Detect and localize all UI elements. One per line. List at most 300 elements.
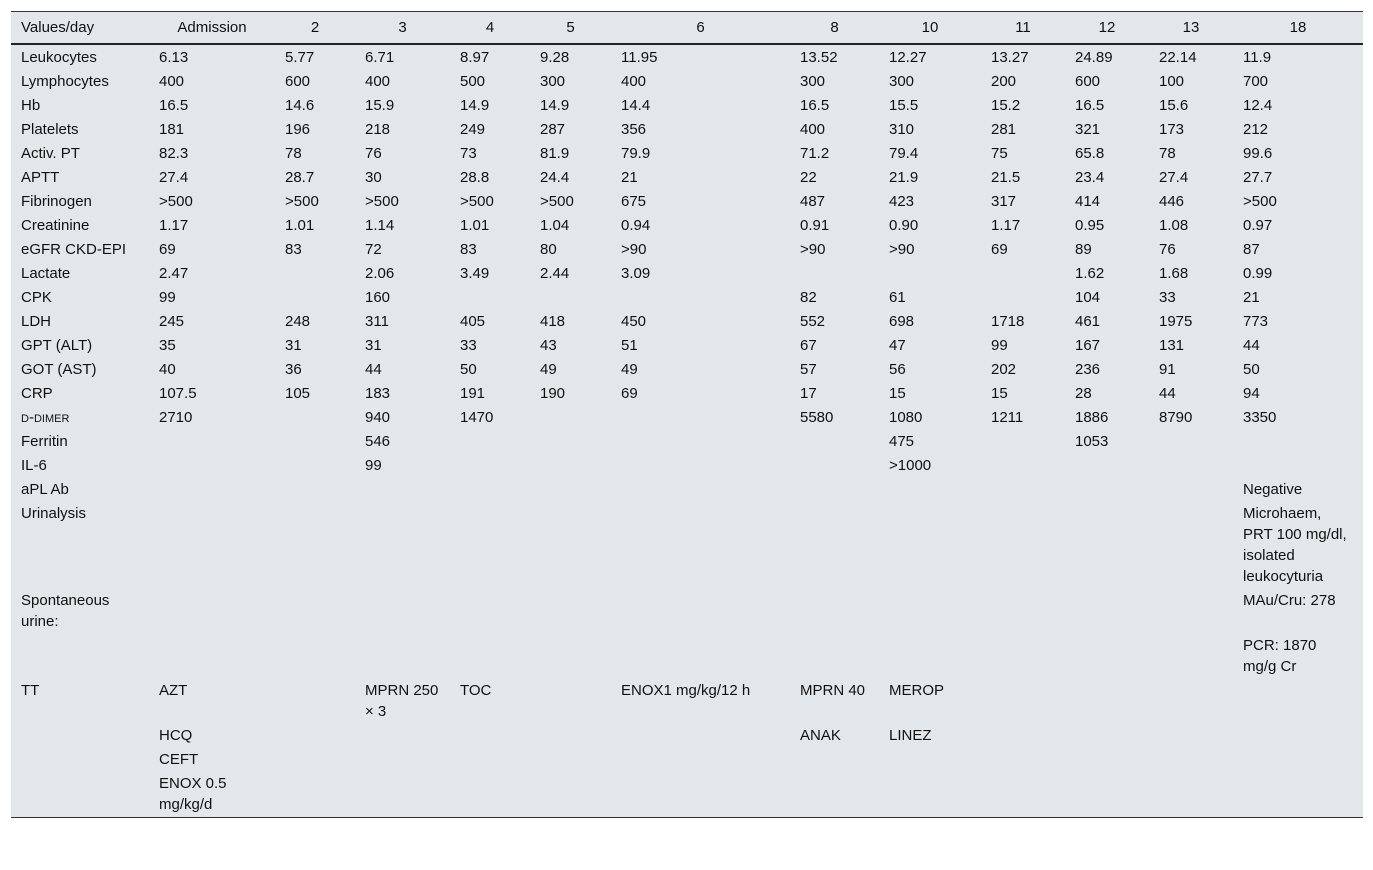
value-cell: 21 (621, 169, 638, 186)
value-cell: ENOX 0.5 mg/kg/d (159, 775, 227, 813)
value-cell: 400 (365, 73, 391, 90)
table-row (11, 166, 1363, 190)
value-cell: 87 (1243, 241, 1260, 258)
column-header-day: 8 (790, 12, 879, 44)
row-label-cell: Spontaneous urine: (21, 592, 110, 630)
value-cell: 16.5 (159, 97, 189, 114)
value-cell (149, 454, 275, 478)
value-cell (879, 262, 981, 286)
value-cell (879, 772, 981, 817)
table-row (11, 214, 1363, 238)
value-cell (450, 772, 530, 817)
value-cell (275, 589, 355, 634)
value-cell (530, 478, 611, 502)
table-row (11, 262, 1363, 286)
table-row (11, 724, 1363, 748)
value-cell: 27.4 (159, 169, 189, 186)
value-cell (981, 286, 1065, 310)
value-cell: >500 (285, 193, 319, 210)
value-cell: 94 (1243, 385, 1260, 402)
column-header-day: 12 (1065, 12, 1149, 44)
value-cell (879, 502, 981, 589)
value-cell: 23.4 (1075, 169, 1105, 186)
value-cell (879, 478, 981, 502)
value-cell: 21.5 (991, 169, 1021, 186)
value-cell: 248 (285, 313, 311, 330)
value-cell: >1000 (889, 457, 932, 474)
value-cell (530, 679, 611, 724)
value-cell: 107.5 (159, 385, 197, 402)
value-cell (611, 430, 790, 454)
value-cell: 1718 (991, 313, 1025, 330)
column-header-day: 3 (355, 12, 450, 44)
value-cell: MEROP (889, 682, 945, 699)
value-cell (275, 748, 355, 772)
value-cell: 40 (159, 361, 176, 378)
value-cell (355, 634, 450, 679)
value-cell (149, 502, 275, 589)
table-header-row (11, 12, 1363, 44)
row-label-cell: CPK (21, 289, 52, 306)
value-cell: 1.68 (1159, 265, 1189, 282)
value-cell (981, 679, 1065, 724)
value-cell: 82.3 (159, 145, 189, 162)
column-header-day: Admission (149, 12, 275, 44)
value-cell: 49 (540, 361, 557, 378)
value-cell: 49 (621, 361, 638, 378)
value-cell: 200 (991, 73, 1017, 90)
value-cell: 287 (540, 121, 566, 138)
value-cell: 56 (889, 361, 906, 378)
value-cell: 940 (365, 409, 391, 426)
table-row (11, 382, 1363, 406)
value-cell (1233, 748, 1363, 772)
column-header-day: 4 (450, 12, 530, 44)
value-cell (1065, 454, 1149, 478)
table-row (11, 478, 1363, 502)
value-cell (981, 262, 1065, 286)
value-cell: 1053 (1075, 433, 1109, 450)
table-row (11, 430, 1363, 454)
value-cell: ANAK (800, 727, 841, 744)
value-cell: 1886 (1075, 409, 1109, 426)
value-cell: >500 (1243, 193, 1277, 210)
value-cell: 78 (1159, 145, 1176, 162)
row-label-cell: Creatinine (21, 217, 90, 234)
value-cell (1149, 454, 1233, 478)
value-cell (1149, 772, 1233, 817)
value-cell (450, 430, 530, 454)
lab-values-table (11, 12, 1363, 817)
value-cell: >500 (159, 193, 193, 210)
row-label-cell: Leukocytes (21, 49, 97, 66)
value-cell: 212 (1243, 121, 1269, 138)
value-cell: 76 (365, 145, 382, 162)
value-cell (790, 454, 879, 478)
column-header-day: 13 (1149, 12, 1233, 44)
value-cell (530, 748, 611, 772)
value-cell (530, 502, 611, 589)
value-cell: 83 (285, 241, 302, 258)
value-cell (1233, 724, 1363, 748)
value-cell (149, 634, 275, 679)
value-cell (790, 262, 879, 286)
value-cell: 24.89 (1075, 49, 1113, 66)
value-cell: 475 (889, 433, 915, 450)
value-cell (1065, 748, 1149, 772)
value-cell (355, 748, 450, 772)
value-cell: 698 (889, 313, 915, 330)
value-cell: HCQ (159, 727, 193, 744)
value-cell: 89 (1075, 241, 1092, 258)
value-cell: 245 (159, 313, 185, 330)
value-cell: 300 (889, 73, 915, 90)
value-cell: 405 (460, 313, 486, 330)
value-cell (275, 724, 355, 748)
value-cell: 69 (159, 241, 176, 258)
value-cell (149, 589, 275, 634)
row-label-cell: d-dimer (21, 409, 70, 426)
value-cell (879, 748, 981, 772)
value-cell: 50 (460, 361, 477, 378)
value-cell: 12.4 (1243, 97, 1273, 114)
value-cell: 600 (285, 73, 311, 90)
table-row (11, 44, 1363, 70)
value-cell: 80 (540, 241, 557, 258)
value-cell (149, 430, 275, 454)
value-cell: 99 (159, 289, 176, 306)
value-cell: 321 (1075, 121, 1101, 138)
value-cell: 414 (1075, 193, 1101, 210)
value-cell: MPRN 40 (800, 682, 866, 699)
value-cell (275, 430, 355, 454)
row-label-cell: Urinalysis (21, 505, 87, 522)
value-cell: 1.04 (540, 217, 570, 234)
value-cell: 99.6 (1243, 145, 1273, 162)
value-cell: 91 (1159, 361, 1176, 378)
value-cell: 773 (1243, 313, 1269, 330)
value-cell (355, 502, 450, 589)
value-cell: 0.90 (889, 217, 919, 234)
value-cell: 71.2 (800, 145, 830, 162)
table-row (11, 634, 1363, 679)
value-cell: 400 (800, 121, 826, 138)
value-cell: 0.95 (1075, 217, 1105, 234)
value-cell (1065, 724, 1149, 748)
value-cell (1233, 679, 1363, 724)
value-cell: >500 (365, 193, 399, 210)
value-cell: 43 (540, 337, 557, 354)
value-cell: CEFT (159, 751, 199, 768)
value-cell (450, 748, 530, 772)
row-label-cell: Fibrinogen (21, 193, 92, 210)
value-cell: 76 (1159, 241, 1176, 258)
value-cell: 73 (460, 145, 477, 162)
value-cell (611, 772, 790, 817)
value-cell (981, 430, 1065, 454)
value-cell: 236 (1075, 361, 1101, 378)
value-cell: 22.14 (1159, 49, 1197, 66)
value-cell: 17 (800, 385, 817, 402)
value-cell: 21.9 (889, 169, 919, 186)
value-cell (611, 478, 790, 502)
table-row (11, 454, 1363, 478)
value-cell: 131 (1159, 337, 1185, 354)
value-cell: TOC (460, 682, 492, 699)
value-cell: 33 (460, 337, 477, 354)
value-cell: 22 (800, 169, 817, 186)
value-cell (1149, 589, 1233, 634)
value-cell (530, 589, 611, 634)
column-header-day: 18 (1233, 12, 1363, 44)
row-label-cell (11, 772, 149, 817)
value-cell: 83 (460, 241, 477, 258)
row-label-cell: Platelets (21, 121, 79, 138)
value-cell: MAu/Cru: 278 (1243, 592, 1336, 609)
value-cell: 317 (991, 193, 1017, 210)
value-cell (450, 286, 530, 310)
value-cell: 72 (365, 241, 382, 258)
value-cell (611, 406, 790, 430)
value-cell (981, 589, 1065, 634)
value-cell: 423 (889, 193, 915, 210)
value-cell: 28.7 (285, 169, 315, 186)
value-cell: AZT (159, 682, 188, 699)
row-label-cell: Lactate (21, 265, 71, 282)
row-label-cell: APTT (21, 169, 60, 186)
value-cell: 9.28 (540, 49, 570, 66)
table-row (11, 286, 1363, 310)
value-cell (981, 502, 1065, 589)
table-row (11, 679, 1363, 724)
value-cell: 50 (1243, 361, 1260, 378)
value-cell: 446 (1159, 193, 1185, 210)
row-label-cell: CRP (21, 385, 53, 402)
table-body (11, 44, 1363, 817)
value-cell: 13.27 (991, 49, 1029, 66)
value-cell: 202 (991, 361, 1017, 378)
value-cell (275, 406, 355, 430)
value-cell: 173 (1159, 121, 1185, 138)
value-cell (530, 454, 611, 478)
row-label-cell: eGFR CKD-EPI (21, 241, 127, 258)
value-cell: 11.95 (621, 49, 658, 66)
value-cell: 15 (889, 385, 906, 402)
value-cell: 2710 (159, 409, 193, 426)
column-header-day: 2 (275, 12, 355, 44)
value-cell: 14.4 (621, 97, 651, 114)
value-cell: 356 (621, 121, 647, 138)
value-cell: 24.4 (540, 169, 570, 186)
value-cell (1149, 478, 1233, 502)
table-row (11, 772, 1363, 817)
row-label-cell: Ferritin (21, 433, 68, 450)
table-row (11, 406, 1363, 430)
value-cell (1065, 634, 1149, 679)
value-cell: 15.9 (365, 97, 395, 114)
value-cell: 546 (365, 433, 391, 450)
value-cell: 14.9 (460, 97, 490, 114)
row-label-cell (11, 748, 149, 772)
value-cell: 44 (365, 361, 382, 378)
column-header-day: 11 (981, 12, 1065, 44)
value-cell (1065, 772, 1149, 817)
row-label-cell: LDH (21, 313, 52, 330)
value-cell (275, 772, 355, 817)
value-cell (530, 772, 611, 817)
value-cell: 183 (365, 385, 391, 402)
value-cell: 79.4 (889, 145, 919, 162)
value-cell: 13.52 (800, 49, 838, 66)
row-label-cell: GOT (AST) (21, 361, 97, 378)
value-cell: >500 (460, 193, 494, 210)
value-cell (1065, 589, 1149, 634)
value-cell: 99 (991, 337, 1008, 354)
value-cell: 1975 (1159, 313, 1193, 330)
value-cell: 31 (365, 337, 382, 354)
value-cell (1065, 679, 1149, 724)
value-cell: 311 (365, 313, 389, 330)
value-cell: 600 (1075, 73, 1101, 90)
value-cell: >500 (540, 193, 574, 210)
value-cell: 1.17 (159, 217, 189, 234)
value-cell: 190 (540, 385, 566, 402)
value-cell: 181 (159, 121, 185, 138)
value-cell (1149, 724, 1233, 748)
value-cell: 78 (285, 145, 302, 162)
value-cell (611, 634, 790, 679)
value-cell: 8.97 (460, 49, 490, 66)
value-cell: 27.4 (1159, 169, 1189, 186)
value-cell (355, 772, 450, 817)
table-row (11, 358, 1363, 382)
value-cell (450, 589, 530, 634)
value-cell (1149, 748, 1233, 772)
value-cell: 400 (621, 73, 647, 90)
value-cell: 33 (1159, 289, 1176, 306)
value-cell: 69 (991, 241, 1008, 258)
value-cell: 5.77 (285, 49, 315, 66)
value-cell: 30 (365, 169, 382, 186)
value-cell: 218 (365, 121, 391, 138)
value-cell (355, 589, 450, 634)
value-cell: 2.06 (365, 265, 395, 282)
value-cell: >90 (800, 241, 826, 258)
value-cell: LINEZ (889, 727, 932, 744)
table-row (11, 589, 1363, 634)
value-cell (790, 589, 879, 634)
value-cell (530, 430, 611, 454)
value-cell: 99 (365, 457, 382, 474)
value-cell (275, 502, 355, 589)
value-cell: 28.8 (460, 169, 490, 186)
value-cell (1149, 634, 1233, 679)
value-cell: 249 (460, 121, 486, 138)
value-cell: 310 (889, 121, 915, 138)
value-cell: 15.6 (1159, 97, 1189, 114)
value-cell: 11.9 (1243, 49, 1272, 66)
column-header-label: Values/day (11, 12, 149, 44)
value-cell: 1.01 (460, 217, 490, 234)
value-cell: 160 (365, 289, 391, 306)
table-row (11, 502, 1363, 589)
row-label-cell: Activ. PT (21, 145, 80, 162)
value-cell (790, 748, 879, 772)
value-cell: 6.13 (159, 49, 189, 66)
value-cell: 0.97 (1243, 217, 1273, 234)
table-row (11, 334, 1363, 358)
value-cell: 14.9 (540, 97, 570, 114)
value-cell (149, 478, 275, 502)
value-cell (611, 748, 790, 772)
value-cell: 487 (800, 193, 826, 210)
value-cell (275, 454, 355, 478)
value-cell: 82 (800, 289, 817, 306)
value-cell: 1.14 (365, 217, 395, 234)
value-cell: 1211 (991, 409, 1024, 426)
value-cell: 81.9 (540, 145, 570, 162)
value-cell (1149, 679, 1233, 724)
value-cell: 1.01 (285, 217, 315, 234)
value-cell: MPRN 250 × 3 (365, 682, 439, 720)
value-cell: 418 (540, 313, 566, 330)
value-cell: 105 (285, 385, 311, 402)
row-label-cell: Lymphocytes (21, 73, 109, 90)
table-row (11, 142, 1363, 166)
value-cell (981, 772, 1065, 817)
value-cell: 3350 (1243, 409, 1277, 426)
value-cell (611, 454, 790, 478)
value-cell: 27.7 (1243, 169, 1273, 186)
value-cell (790, 502, 879, 589)
value-cell (611, 502, 790, 589)
value-cell (530, 406, 611, 430)
value-cell (611, 724, 790, 748)
value-cell: 1.62 (1075, 265, 1105, 282)
value-cell: 57 (800, 361, 817, 378)
value-cell (450, 454, 530, 478)
value-cell: 12.27 (889, 49, 927, 66)
value-cell: 191 (460, 385, 486, 402)
value-cell: 1080 (889, 409, 923, 426)
value-cell: 35 (159, 337, 176, 354)
value-cell (450, 634, 530, 679)
value-cell: 44 (1243, 337, 1260, 354)
value-cell: 67 (800, 337, 817, 354)
value-cell: 104 (1075, 289, 1101, 306)
value-cell: 16.5 (1075, 97, 1105, 114)
value-cell: >90 (621, 241, 647, 258)
value-cell: 16.5 (800, 97, 830, 114)
table-row (11, 310, 1363, 334)
value-cell: PCR: 1870 mg/g Cr (1243, 637, 1317, 675)
value-cell: 44 (1159, 385, 1176, 402)
table-row (11, 118, 1363, 142)
value-cell (981, 634, 1065, 679)
value-cell: 75 (991, 145, 1008, 162)
value-cell (790, 772, 879, 817)
value-cell (790, 634, 879, 679)
value-cell: 500 (460, 73, 486, 90)
value-cell: 0.91 (800, 217, 830, 234)
value-cell (355, 724, 450, 748)
value-cell: 461 (1075, 313, 1101, 330)
value-cell: 14.6 (285, 97, 315, 114)
row-label-cell (11, 724, 149, 748)
value-cell: 675 (621, 193, 647, 210)
value-cell: 28 (1075, 385, 1092, 402)
value-cell: 3.49 (460, 265, 490, 282)
